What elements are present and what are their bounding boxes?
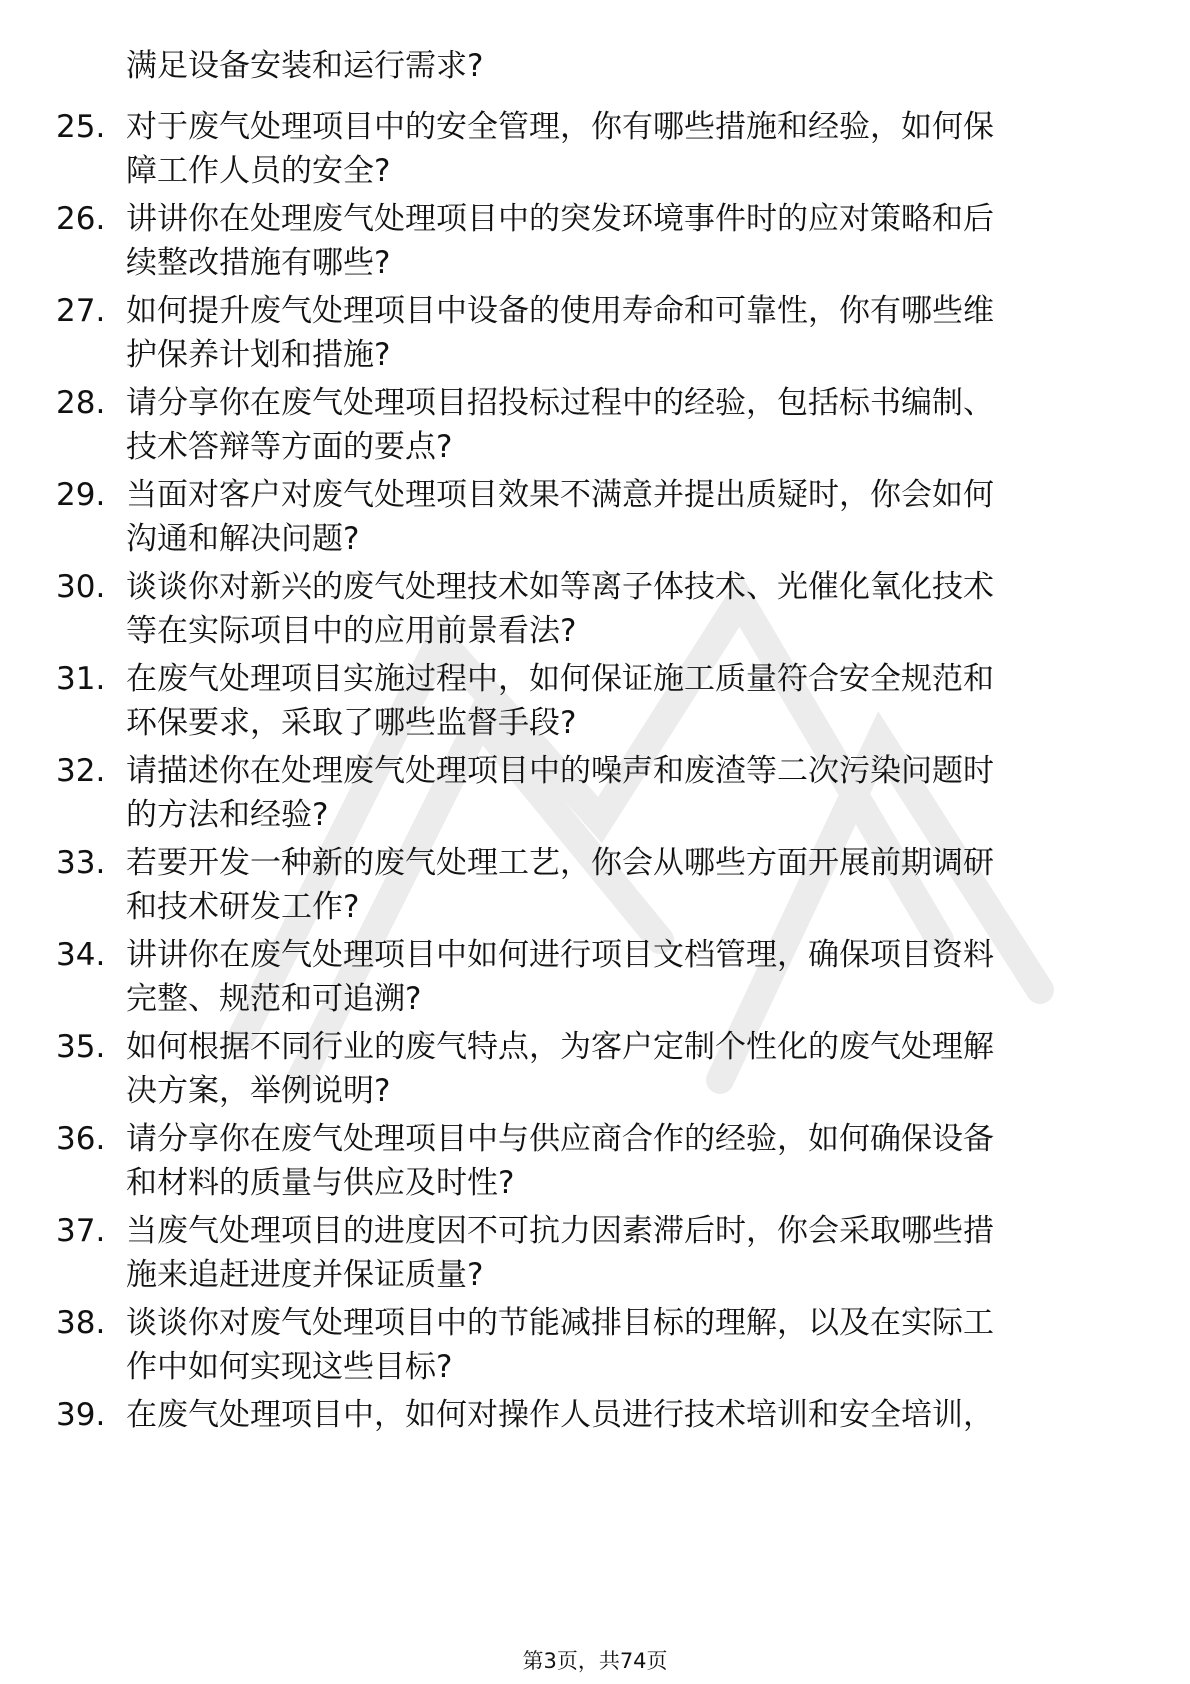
question-number: 33. [56,845,106,881]
list-item [0,657,1190,757]
question-line: 如何提升废气处理项目中设备的使用寿命和可靠性，你有哪些维 [126,293,994,329]
question-line: 和技术研发工作? [126,889,360,925]
list-item [0,1025,1190,1125]
list-item [0,933,1190,1033]
question-line: 当面对客户对废气处理项目效果不满意并提出质疑时，你会如何 [126,477,994,513]
list-item [0,1301,1190,1401]
list-item [0,473,1190,573]
question-text [126,381,1116,469]
question-number: 25. [56,109,106,145]
question-number: 27. [56,293,106,329]
page-footer: 第3页，共74页 [522,1649,668,1673]
question-text [126,933,1116,1021]
question-number: 29. [56,477,106,513]
question-line: 沟通和解决问题? [126,521,360,557]
list-item [0,1117,1190,1217]
question-line: 在废气处理项目中，如何对操作人员进行技术培训和安全培训， [126,1397,994,1433]
question-line: 若要开发一种新的废气处理工艺，你会从哪些方面开展前期调研 [126,845,994,881]
question-line: 续整改措施有哪些? [126,245,391,281]
question-number: 38. [56,1305,106,1341]
question-text [126,473,1116,561]
question-text [126,1209,1116,1297]
question-number: 31. [56,661,106,697]
list-item [0,105,1190,205]
question-number: 34. [56,937,106,973]
question-line: 谈谈你对废气处理项目中的节能减排目标的理解，以及在实际工 [126,1305,994,1341]
question-line: 障工作人员的安全? [126,153,391,189]
question-line: 谈谈你对新兴的废气处理技术如等离子体技术、光催化氧化技术 [126,569,994,605]
question-text [126,197,1116,285]
list-item [0,381,1190,481]
question-line: 环保要求，采取了哪些监督手段? [126,705,577,741]
question-number: 35. [56,1029,106,1065]
question-text [126,565,1116,653]
question-line: 在废气处理项目实施过程中，如何保证施工质量符合安全规范和 [126,661,994,697]
question-number: 28. [56,385,106,421]
question-text [126,105,1116,193]
question-number: 30. [56,569,106,605]
question-line: 如何根据不同行业的废气特点，为客户定制个性化的废气处理解 [126,1029,994,1065]
question-text [126,657,1116,745]
list-item [0,289,1190,389]
question-text [126,1301,1116,1389]
question-line: 讲讲你在废气处理项目中如何进行项目文档管理，确保项目资料 [126,937,994,973]
question-text [126,841,1116,929]
question-text [126,289,1116,377]
question-line: 完整、规范和可追溯? [126,981,422,1017]
question-line: 技术答辩等方面的要点? [126,429,453,465]
question-line: 当废气处理项目的进度因不可抗力因素滞后时，你会采取哪些措 [126,1213,994,1249]
question-text [126,1393,1116,1437]
question-number: 36. [56,1121,106,1157]
question-text: 满足设备安装和运行需求? [126,48,484,84]
question-number: 32. [56,753,106,789]
list-item [0,1209,1190,1309]
question-text [126,1025,1116,1113]
question-line: 请分享你在废气处理项目中与供应商合作的经验，如何确保设备 [126,1121,994,1157]
question-line: 讲讲你在处理废气处理项目中的突发环境事件时的应对策略和后 [126,201,994,237]
list-item [0,1393,1190,1493]
list-item [0,749,1190,849]
list-item [0,565,1190,665]
question-number: 37. [56,1213,106,1249]
question-line: 施来追赶进度并保证质量? [126,1257,484,1293]
question-line: 的方法和经验? [126,797,329,833]
question-number: 39. [56,1397,106,1433]
list-item [0,197,1190,297]
list-item [0,841,1190,941]
question-text [126,749,1116,837]
question-line: 决方案，举例说明? [126,1073,391,1109]
question-line: 和材料的质量与供应及时性? [126,1165,515,1201]
question-line: 护保养计划和措施? [126,337,391,373]
question-line: 等在实际项目中的应用前景看法? [126,613,577,649]
question-text [126,1117,1116,1205]
question-line: 请描述你在处理废气处理项目中的噪声和废渣等二次污染问题时 [126,753,994,789]
question-line: 作中如何实现这些目标? [126,1349,453,1385]
question-number: 26. [56,201,106,237]
question-line: 对于废气处理项目中的安全管理，你有哪些措施和经验，如何保 [126,109,994,145]
question-line: 请分享你在废气处理项目招投标过程中的经验，包括标书编制、 [126,385,994,421]
